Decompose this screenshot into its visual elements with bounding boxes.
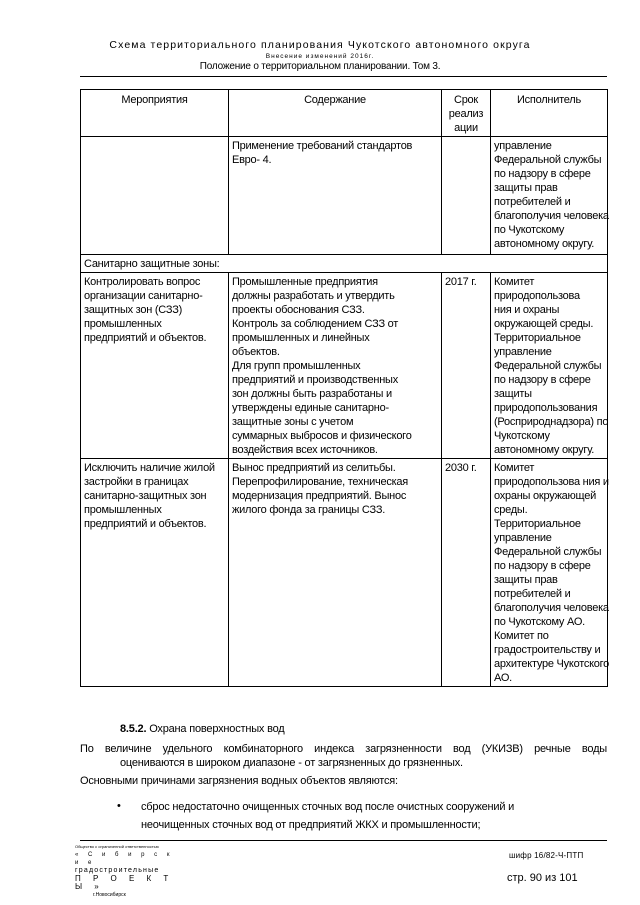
cell-text-line: по надзору в сфере — [494, 374, 591, 386]
document-volume: Положение о территориальном планировании. Том 3. — [199, 61, 441, 72]
cell-text-line: предприятий и объектов. — [84, 332, 207, 344]
bullet-text-line: неочищенных сточных вод от предприятий ЖКХ и промышленности; — [141, 819, 481, 831]
cell-text-line: Чукотскому — [494, 430, 550, 442]
cell-text-line: Вынос предприятий из селитьбы. — [232, 462, 396, 474]
cell-text-line: Для групп промышленных — [232, 360, 361, 372]
row1-content-cell — [229, 137, 442, 255]
cell-text-line: по Чукотскому АО. — [494, 616, 585, 628]
cell-text-line: окружающей среды. — [494, 318, 594, 330]
cell-text-line: природопользова — [494, 290, 580, 302]
cell-text-line: Евро- 4. — [232, 154, 272, 166]
row2-measure-cell — [81, 273, 229, 459]
cell-text-line: Срок — [454, 94, 478, 106]
cell-text-line: Федеральной службы — [494, 154, 602, 166]
cell-text-line: защиты — [494, 388, 532, 400]
cell-text-line: по надзору в сфере — [494, 560, 591, 572]
cell-text-line: Комитет — [494, 462, 535, 474]
document-cipher: шифр 16/82-Ч-ПТП — [509, 851, 584, 860]
cell-text-line: организации санитарно- — [84, 290, 203, 302]
cell-text-line: защитных зон (СЗЗ) — [84, 304, 183, 316]
cell-text-line: реализ — [448, 108, 484, 120]
document-revision: Внесение изменений 2016г. — [265, 53, 375, 60]
cell-text-line: Контролировать вопрос — [84, 276, 201, 288]
header-executor: Исполнитель — [491, 90, 608, 137]
row3-content-cell — [229, 459, 442, 687]
row1-measure-cell — [81, 137, 229, 255]
document-title: Схема территориального планирования Чукотского автономного округа — [109, 39, 531, 51]
table-section-row — [81, 255, 608, 273]
cell-text-line: санитарно-защитных зон — [84, 490, 207, 502]
cell-text-line: должны разработать и утвердить — [232, 290, 395, 302]
cell-text-line: Применение требований стандартов — [232, 140, 413, 152]
cell-text-line: Перепрофилирование, техническая — [232, 476, 408, 488]
cell-text-line: Федеральной службы — [494, 360, 602, 372]
cell-text-line: Промышленные предприятия — [232, 276, 378, 288]
cell-text-line: промышленных и линейных — [232, 332, 370, 344]
cell-text-line: Комитет — [494, 276, 535, 288]
cell-text-line: жилого фонда за границы СЗЗ. — [232, 504, 386, 516]
row3-executor-cell — [491, 459, 608, 687]
cell-text-line: управление — [494, 346, 552, 358]
row1-executor-cell — [491, 137, 608, 255]
cell-text-line: предприятий и объектов. — [84, 518, 207, 530]
header-content: Содержание — [229, 90, 442, 137]
cell-text-line: проекты обоснования СЗЗ. — [232, 304, 365, 316]
cell-text-line: Комитет по — [494, 630, 549, 642]
table-row — [81, 273, 608, 459]
row1-term-cell — [442, 137, 491, 255]
cell-text-line: по Чукотскому — [494, 224, 565, 236]
table-row — [81, 137, 608, 255]
cell-text-line: природопользова ния и — [494, 476, 609, 488]
cell-text-line: природопользования — [494, 402, 598, 414]
row2-term-cell: 2017 г. — [442, 273, 491, 459]
cell-text-line: благополучия человека — [494, 210, 609, 222]
cell-text-line: автономному округу. — [494, 444, 595, 456]
cell-text-line: (Росприроднадзора) по — [494, 416, 609, 428]
footer-divider — [80, 840, 607, 841]
cell-text-line: утверждены единые санитарно- — [232, 402, 389, 414]
row3-term-cell: 2030 г. — [442, 459, 491, 687]
cell-text-line: ации — [454, 122, 478, 134]
cell-text-line: ния и охраны — [494, 304, 560, 316]
page-number: стр. 90 из 101 — [507, 872, 578, 884]
cell-text-line: объектов. — [232, 346, 280, 358]
row3-measure-cell — [81, 459, 229, 687]
table-row — [81, 459, 608, 687]
row2-executor-cell — [491, 273, 608, 459]
cell-text-line: АО. — [494, 672, 512, 684]
cell-text-line: управление — [494, 532, 552, 544]
cell-text-line: Территориальное — [494, 518, 581, 530]
header-divider — [80, 76, 607, 77]
header-measures: Мероприятия — [81, 90, 229, 137]
cell-text-line: застройки в границах — [84, 476, 189, 488]
cell-text-line: управление — [494, 140, 552, 152]
cell-text-line: среды. — [494, 504, 528, 516]
cell-text-line: Контроль за соблюдением СЗЗ от — [232, 318, 399, 330]
bullet-text-line: сброс недостаточно очищенных сточных вод после очистных сооружений и — [141, 801, 515, 813]
cell-text-line: градостроительству и — [494, 644, 601, 656]
header-term — [442, 90, 491, 137]
logo-word-2: градостроительные — [75, 867, 160, 874]
cell-text-line: защиты прав — [494, 574, 558, 586]
cell-text-line: воздействия всех источников. — [232, 444, 378, 456]
cell-text-line: защитные зоны с учетом — [232, 416, 354, 428]
section-title-cell: Санитарно защитные зоны: — [81, 255, 608, 273]
cell-text-line: охраны окружающей — [494, 490, 596, 502]
company-logo — [75, 843, 185, 899]
section-title: Охрана поверхностных вод — [149, 723, 285, 735]
cell-text-line: Территориальное — [494, 332, 581, 344]
cell-text-line: промышленных — [84, 504, 162, 516]
cell-text-line: Федеральной службы — [494, 546, 602, 558]
cell-text-line: Исключить наличие жилой — [84, 462, 215, 474]
cell-text-line: зон должны быть разработаны и — [232, 388, 392, 400]
paragraph-line: По величине удельного комбинаторного индекса загрязненности вод (УКИЗВ) речные воды — [80, 743, 607, 755]
cell-text-line: архитектуре Чукотского — [494, 658, 610, 670]
cell-text-line: предприятий и производственных — [232, 374, 398, 386]
section-heading — [120, 722, 285, 736]
row2-content-cell — [229, 273, 442, 459]
measures-table — [80, 89, 608, 687]
logo-word-1: « С и б и р с к и е — [75, 852, 174, 866]
cell-text-line: модернизация предприятий. Вынос — [232, 490, 407, 502]
cell-text-line: благополучия человека — [494, 602, 609, 614]
cell-text-line: промышленных — [84, 318, 162, 330]
table-header-row — [81, 90, 608, 137]
cell-text-line: автономному округу. — [494, 238, 595, 250]
logo-company-type: Общество с ограниченной ответственностью — [75, 844, 159, 849]
bullet-marker: • — [117, 800, 121, 812]
cell-text-line: суммарных выбросов и физического — [232, 430, 412, 442]
cell-text-line: защиты прав — [494, 182, 558, 194]
logo-word-3: П Р О Е К Т Ы » — [75, 874, 174, 891]
paragraph-line: оцениваются в широком диапазоне - от загрязненных до грязненных. — [120, 757, 463, 769]
logo-city: г.Новосибирск — [93, 892, 126, 898]
paragraph-causes-intro: Основными причинами загрязнения водных объектов являются: — [80, 775, 398, 787]
cell-text-line: потребителей и — [494, 588, 571, 600]
section-number: 8.5.2. — [120, 723, 147, 735]
cell-text-line: по надзору в сфере — [494, 168, 591, 180]
cell-text-line: потребителей и — [494, 196, 571, 208]
